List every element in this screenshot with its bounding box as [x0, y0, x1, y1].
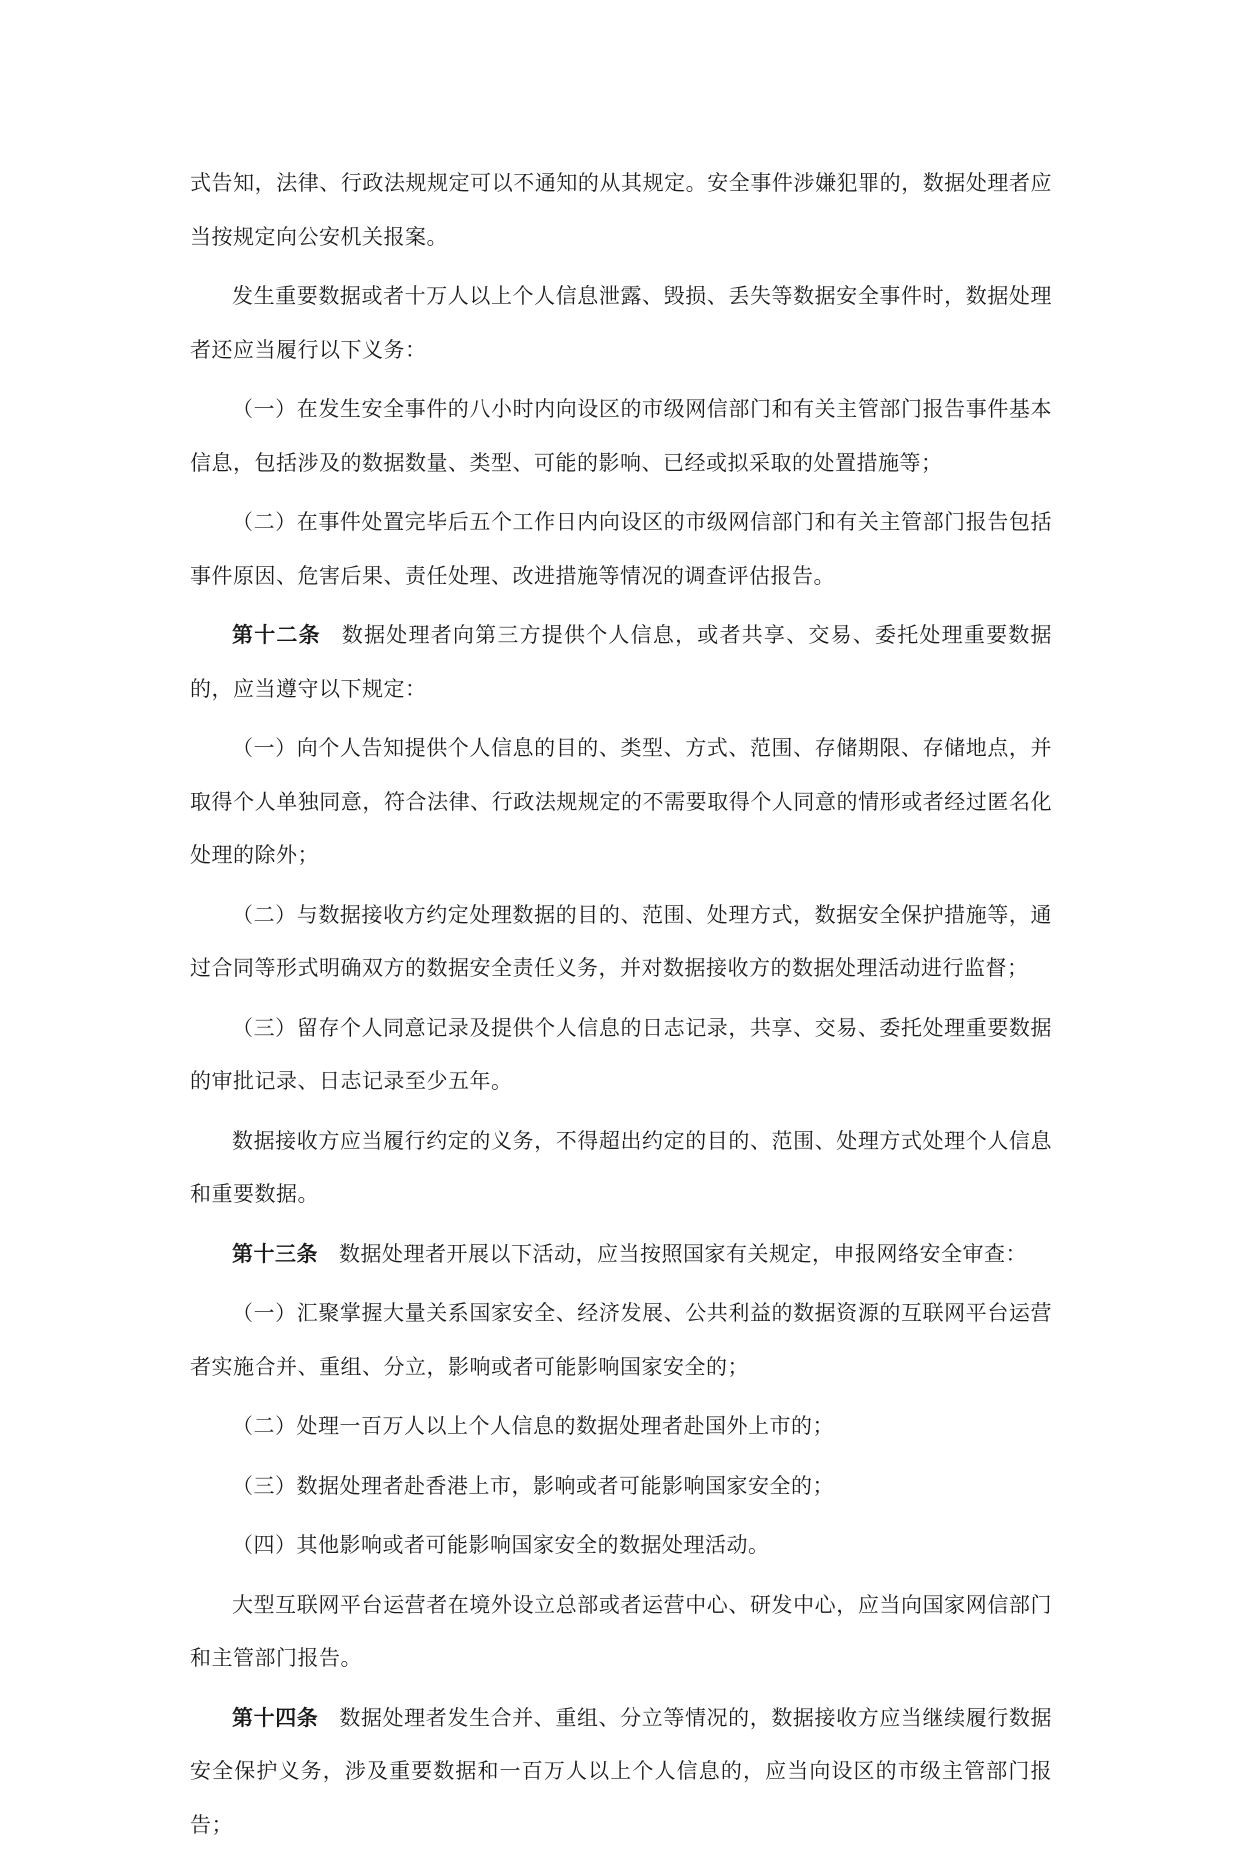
article-paragraph — [190, 1692, 1052, 1853]
paragraph-text: 发生重要数据或者十万人以上个人信息泄露、毁损、丢失等数据安全事件时，数据处理者还应当履行以下义务： — [190, 284, 1052, 362]
paragraph — [190, 1519, 1052, 1573]
paragraph — [190, 1287, 1052, 1394]
paragraph — [190, 889, 1052, 996]
paragraph-text: （三）数据处理者赴香港上市，影响或者可能影响国家安全的； — [232, 1473, 834, 1498]
paragraph — [190, 1400, 1052, 1454]
article-number: 第十三条 — [232, 1241, 318, 1266]
paragraph-text: （二）在事件处置完毕后五个工作日内向设区的市级网信部门和有关主管部门报告包括事件原因、危害后果、责任处理、改进措施等情况的调查评估报告。 — [190, 510, 1052, 588]
document-body — [190, 157, 1052, 1858]
paragraph-text: 数据处理者向第三方提供个人信息，或者共享、交易、委托处理重要数据的，应当遵守以下规定： — [190, 623, 1052, 701]
paragraph-text: （一）在发生安全事件的八小时内向设区的市级网信部门和有关主管部门报告事件基本信息，包括涉及的数据数量、类型、可能的影响、已经或拟采取的处置措施等； — [190, 397, 1052, 475]
paragraph-text: 数据接收方应当履行约定的义务，不得超出约定的目的、范围、处理方式处理个人信息和重要数据。 — [190, 1128, 1052, 1206]
paragraph-text: （二）处理一百万人以上个人信息的数据处理者赴国外上市的； — [232, 1414, 834, 1438]
paragraph-text: 数据处理者发生合并、重组、分立等情况的，数据接收方应当继续履行数据安全保护义务，涉及重要数据和一百万人以上个人信息的，应当向设区的市级主管部门报告； — [190, 1705, 1052, 1837]
paragraph-text: （二）与数据接收方约定处理数据的目的、范围、处理方式，数据安全保护措施等，通过合同等形式明确双方的数据安全责任义务，并对数据接收方的数据处理活动进行监督； — [190, 902, 1052, 980]
paragraph — [190, 157, 1052, 264]
paragraph-text: 大型互联网平台运营者在境外设立总部或者运营中心、研发中心，应当向国家网信部门和主管部门报告。 — [190, 1592, 1052, 1670]
paragraph-text: 式告知，法律、行政法规规定可以不通知的从其规定。安全事件涉嫌犯罪的，数据处理者应当按规定向公安机关报案。 — [190, 171, 1052, 249]
paragraph-text: （一）汇聚掌握大量关系国家安全、经济发展、公共利益的数据资源的互联网平台运营者实施合并、重组、分立，影响或者可能影响国家安全的； — [190, 1301, 1052, 1379]
paragraph — [190, 1579, 1052, 1686]
paragraph — [190, 1115, 1052, 1222]
paragraph-text: （三）留存个人同意记录及提供个人信息的日志记录，共享、交易、委托处理重要数据的审批记录、日志记录至少五年。 — [190, 1015, 1052, 1093]
paragraph — [190, 496, 1052, 603]
paragraph-text: （一）向个人告知提供个人信息的目的、类型、方式、范围、存储期限、存储地点，并取得个人单独同意，符合法律、行政法规规定的不需要取得个人同意的情形或者经过匿名化处理的除外； — [190, 736, 1052, 867]
article-number: 第十四条 — [232, 1705, 319, 1730]
paragraph — [190, 722, 1052, 883]
paragraph — [190, 270, 1052, 377]
paragraph-text: 数据处理者开展以下活动，应当按照国家有关规定，申报网络安全审查： — [339, 1241, 1027, 1266]
article-paragraph — [190, 1228, 1052, 1282]
paragraph-text: （四）其他影响或者可能影响国家安全的数据处理活动。 — [232, 1533, 770, 1557]
article-paragraph — [190, 609, 1052, 716]
paragraph — [190, 1460, 1052, 1514]
article-number: 第十二条 — [232, 623, 321, 647]
paragraph — [190, 383, 1052, 490]
paragraph — [190, 1002, 1052, 1109]
